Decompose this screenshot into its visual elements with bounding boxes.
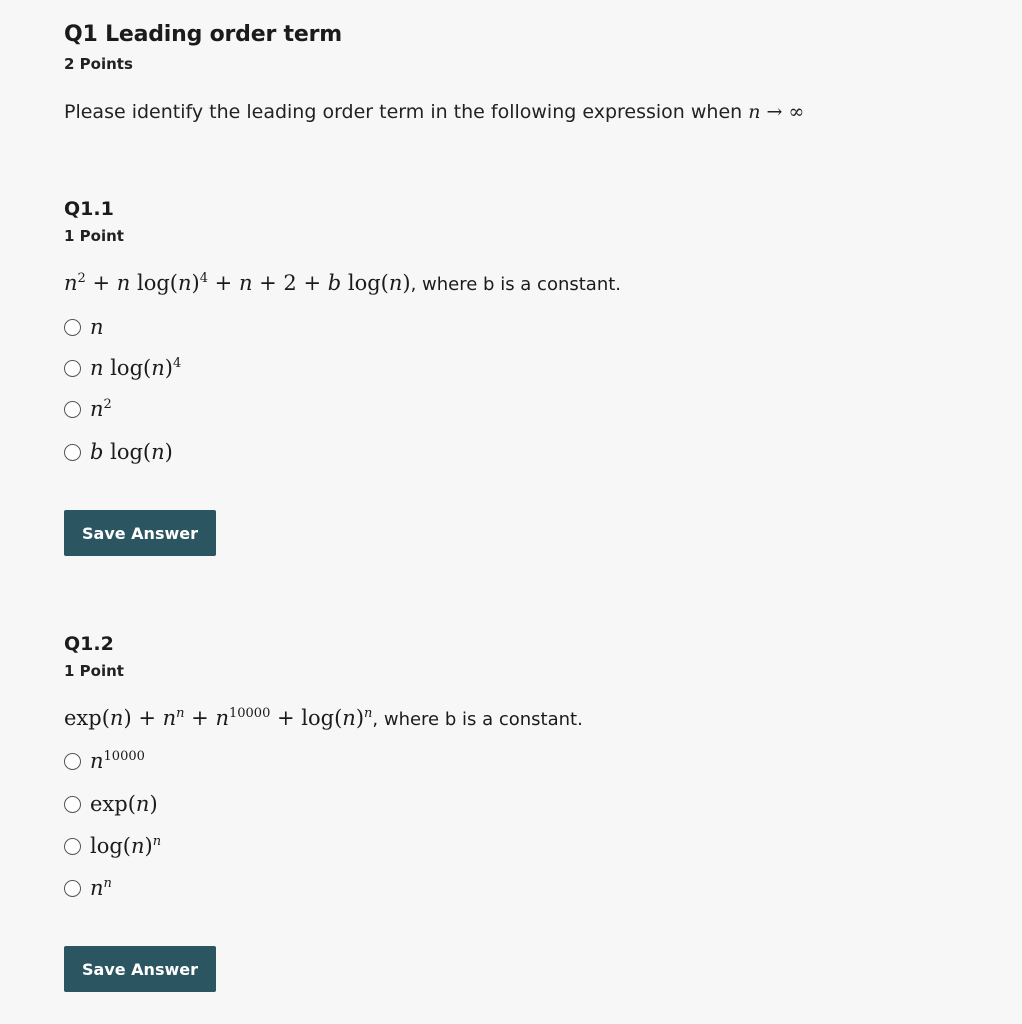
subquestion-1-expression	[64, 271, 621, 295]
radio-button[interactable]	[64, 319, 81, 336]
radio-button[interactable]	[64, 796, 81, 813]
subquestion-1-option-n2[interactable]	[64, 397, 112, 421]
option-label: b log(n)	[90, 440, 173, 464]
prompt-math: n → ∞	[748, 101, 805, 123]
option-label: $n^2$	[90, 397, 112, 421]
subquestion-1-option-nlogn4[interactable]	[64, 356, 181, 380]
expression-suffix: , where b is a constant.	[372, 709, 583, 730]
subquestion-1-points: 1 Point	[64, 227, 124, 245]
option-label: exp(n)	[90, 792, 158, 816]
radio-button[interactable]	[64, 444, 81, 461]
option-label: $n^n$	[90, 876, 112, 900]
subquestion-2-expression	[64, 706, 583, 730]
radio-button[interactable]	[64, 880, 81, 897]
question-points: 2 Points	[64, 55, 133, 73]
radio-button[interactable]	[64, 838, 81, 855]
expression-math: $n^2 + n$ $\log(n)^4 + n + 2 + b$ log(n)	[64, 271, 411, 295]
expression-suffix: , where b is a constant.	[410, 274, 622, 295]
option-label: $n^{10000}$	[90, 749, 145, 773]
subquestion-2-points: 1 Point	[64, 662, 124, 680]
subquestion-2-title: Q1.2	[64, 633, 114, 655]
option-label: n	[90, 315, 104, 339]
subquestion-1-option-n[interactable]	[64, 315, 104, 339]
option-label: $\log(n)^n$	[90, 834, 162, 858]
prompt-text: Please identify the leading order term in the following expression when	[64, 101, 743, 123]
save-answer-button-1[interactable]: Save Answer	[64, 510, 216, 556]
radio-button[interactable]	[64, 360, 81, 377]
radio-button[interactable]	[64, 401, 81, 418]
subquestion-1-title: Q1.1	[64, 198, 114, 220]
option-label: n $\log(n)^4$	[90, 356, 182, 380]
subquestion-2-option-nn[interactable]	[64, 876, 112, 900]
radio-button[interactable]	[64, 753, 81, 770]
question-title: Q1 Leading order term	[64, 22, 342, 47]
expression-math: $\exp(n) + n^n + n^{10000} + \log(n)^n$	[64, 706, 373, 730]
subquestion-2-option-expn[interactable]	[64, 792, 158, 816]
subquestion-2-option-n10000[interactable]	[64, 749, 145, 773]
save-answer-button-2[interactable]: Save Answer	[64, 946, 216, 992]
subquestion-1-option-blogn[interactable]	[64, 440, 173, 464]
question-prompt	[64, 101, 804, 123]
subquestion-2-option-lognn[interactable]	[64, 834, 161, 858]
